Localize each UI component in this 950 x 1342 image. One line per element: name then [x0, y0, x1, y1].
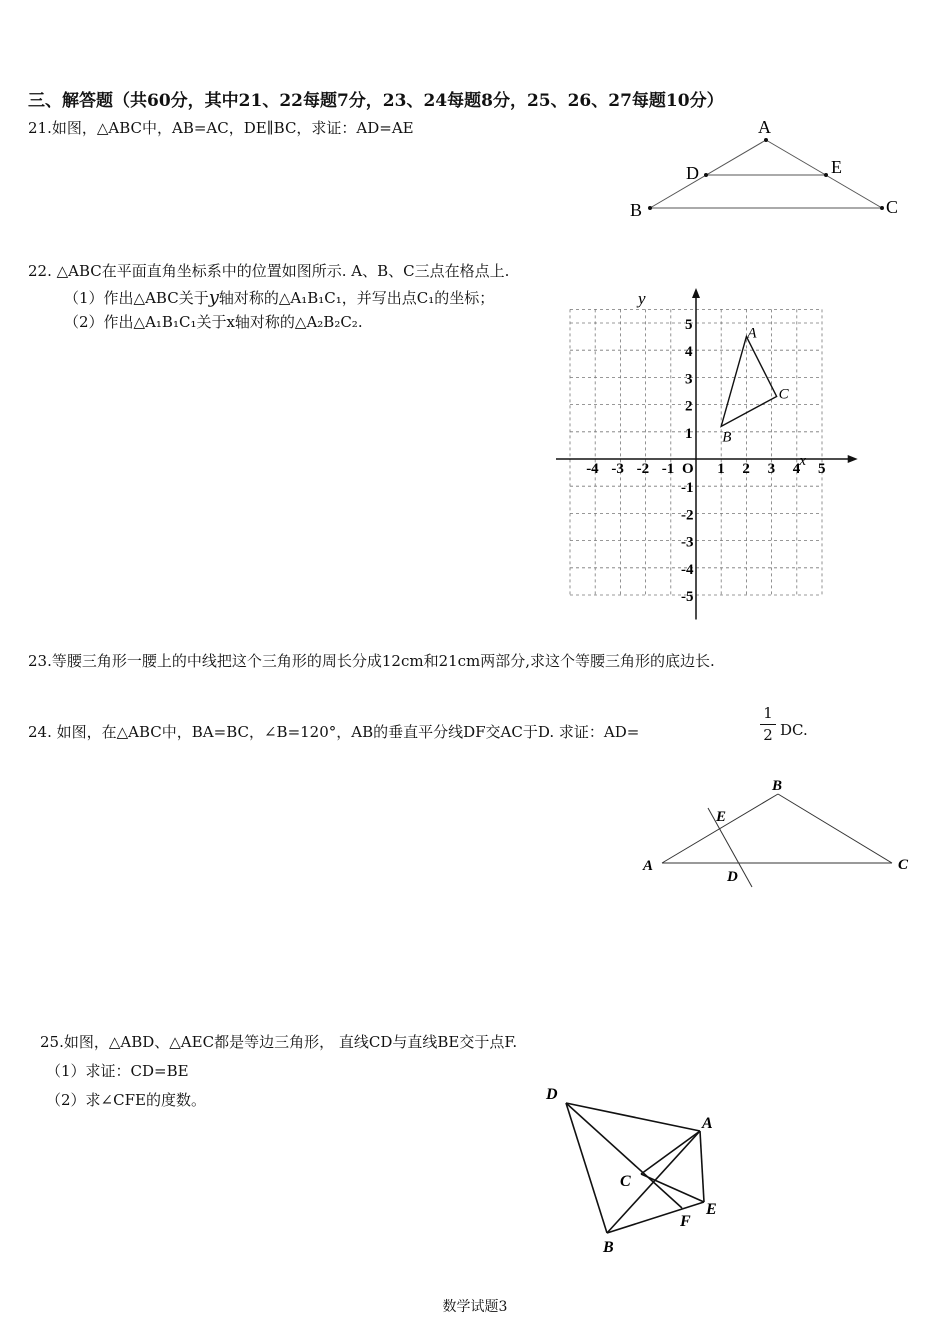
q25-text: 25.如图，△ABD、△AEC都是等边三角形， 直线CD与直线BE交于点F. [40, 1033, 518, 1051]
q22-part1-post: 轴对称的△A₁B₁C₁，并写出点C₁的坐标； [218, 289, 495, 307]
x-tick-label: -1 [661, 461, 675, 477]
q24-text-pre: 24. 如图，在△ABC中，BA=BC，∠B=120°，AB的垂直平分线DF交AC于D. 求证：AD= [28, 723, 640, 741]
q21-figure [620, 112, 910, 222]
q22-coordinate-graph [550, 284, 860, 629]
page-footer: 数学试题3 [442, 1299, 508, 1315]
q22-part2: （2）作出△A₁B₁C₁关于x轴对称的△A₂B₂C₂. [64, 313, 363, 331]
q24-text [28, 721, 639, 742]
point-label-c: C [778, 386, 789, 403]
q24-label-c: C [898, 857, 909, 873]
x-tick-label: 1 [717, 461, 725, 477]
x-tick-label: -2 [636, 461, 650, 477]
q24-label-e: E [716, 809, 727, 825]
y-tick-label: -1 [681, 480, 694, 497]
q21-label-a: A [758, 117, 771, 137]
q22-part1 [64, 287, 494, 308]
x-axis-arrow [848, 455, 858, 463]
q25-part1: （1）求证：CD=BE [46, 1062, 189, 1080]
q25-label-b: B [603, 1239, 614, 1256]
q22-text: 22. △ABC在平面直角坐标系中的位置如图所示. A、B、C三点在格点上. [28, 262, 510, 280]
q21-label-c: C [886, 197, 899, 217]
y-tick-label: -4 [681, 561, 694, 578]
y-tick-label: 3 [685, 371, 693, 388]
q22-part1-pre: （1）作出△ABC关于 [64, 289, 209, 307]
q24-segment-bc [778, 794, 892, 863]
q21-label-d: D [686, 163, 699, 183]
q25-label-a: A [702, 1115, 713, 1132]
q21-label-e: E [831, 157, 842, 177]
x-tick-label: 2 [742, 461, 750, 477]
q21-segment-ab [650, 140, 766, 208]
y-tick-label: -2 [681, 507, 694, 524]
q24-text-post: DC. [780, 721, 808, 739]
q25-segment-ce [641, 1174, 704, 1202]
x-tick-label: 4 [792, 461, 801, 477]
point-label-b: B [722, 429, 732, 446]
q24-frac-den: 2 [763, 726, 773, 744]
q24-label-b: B [772, 778, 783, 794]
q25-segment-ac [641, 1131, 700, 1174]
q25-label-e: E [706, 1201, 717, 1218]
q23-text: 23.等腰三角形一腰上的中线把这个三角形的周长分成12cm和21cm两部分,求这个等腰三角形的底边长. [28, 652, 715, 670]
q21-segment-ac [766, 140, 882, 208]
x-tick-label: 3 [767, 461, 776, 477]
y-tick-label: -5 [681, 589, 694, 605]
x-tick-label: -4 [586, 461, 599, 477]
y-axis-arrow [692, 288, 700, 298]
q25-segment-df [566, 1103, 682, 1208]
q25-label-f: F [680, 1213, 691, 1230]
q22-part1-y: y [208, 287, 219, 308]
origin-label: O [682, 461, 694, 477]
y-tick-label: 5 [685, 317, 693, 333]
y-tick-label: 2 [685, 398, 693, 415]
y-tick-label: -3 [681, 534, 694, 551]
q24-label-a: A [643, 858, 654, 874]
y-axis-label: y [638, 289, 646, 308]
x-tick-label: 5 [818, 461, 826, 477]
q25-label-c: C [620, 1173, 631, 1190]
q25-label-d: D [546, 1086, 558, 1103]
x-axis-label: x [799, 453, 806, 469]
q24-fraction [760, 704, 776, 745]
q25-segment-da [566, 1103, 700, 1131]
q24-segment-ab [662, 794, 778, 863]
y-tick-label: 1 [685, 425, 693, 442]
x-tick-label: -3 [611, 461, 624, 477]
y-tick-label: 4 [685, 344, 693, 361]
q25-segment-ae [700, 1131, 704, 1202]
section-heading: 三、解答题（共60分，其中21、22每题7分，23、24每题8分，25、26、27每题10分） [28, 91, 724, 111]
q25-figure [540, 1080, 740, 1260]
q21-label-b: B [630, 200, 643, 220]
point-label-a: A [747, 325, 757, 342]
q24-frac-num: 1 [763, 704, 773, 722]
q24-label-d: D [727, 869, 738, 885]
q25-part2: （2）求∠CFE的度数。 [46, 1091, 206, 1109]
q24-figure [630, 772, 930, 897]
q21-text: 21.如图，△ABC中，AB=AC，DE∥BC，求证：AD=AE [28, 119, 414, 137]
